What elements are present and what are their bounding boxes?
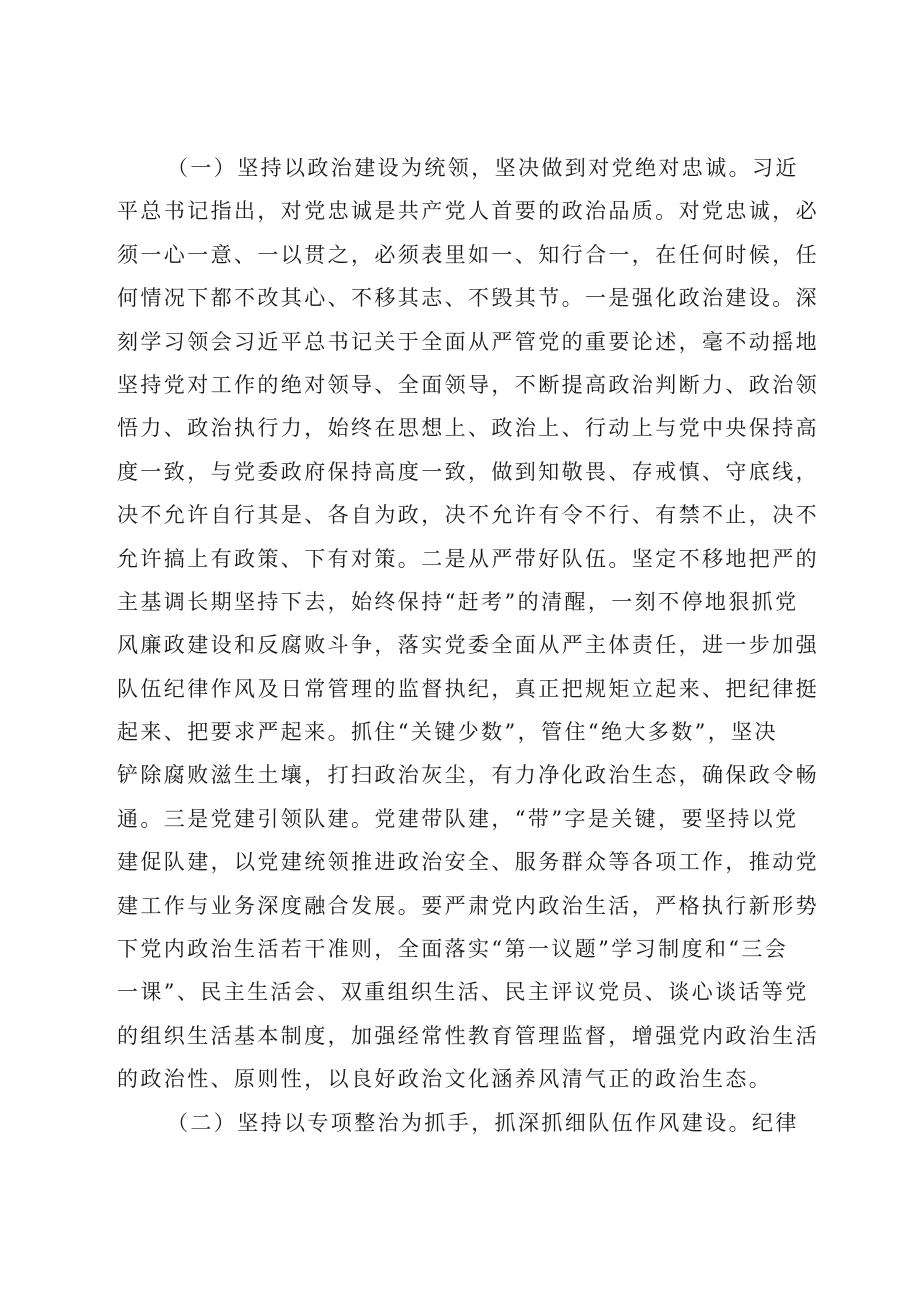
paragraph-1-line: 度一致，与党委政府保持高度一致，做到知敬畏、存戒慎、守底线， <box>117 459 819 484</box>
paragraph-1-line: 允许搞上有政策、下有对策。二是从严带好队伍。坚定不移地把严的 <box>117 546 819 571</box>
paragraph-1-line: 决不允许自行其是、各自为政，决不允许有令不行、有禁不止，决不 <box>117 503 819 528</box>
paragraph-1-line: 坚持党对工作的绝对领导、全面领导，不断提高政治判断力、政治领 <box>117 372 819 397</box>
paragraph-1-line: 起来、把要求严起来。抓住“关键少数”，管住“绝大多数”，坚决 <box>117 720 778 745</box>
paragraph-1-line: 风廉政建设和反腐败斗争，落实党委全面从严主体责任，进一步加强 <box>117 633 819 658</box>
paragraph-1-line: 通。三是党建引领队建。党建带队建，“带”字是关键，要坚持以党 <box>117 806 799 831</box>
paragraph-2-line: （二）坚持以专项整治为抓手，抓深抓细队伍作风建设。纪律 <box>167 1110 799 1135</box>
paragraph-1-line: 平总书记指出，对党忠诚是共产党人首要的政治品质。对党忠诚，必 <box>117 199 819 224</box>
paragraph-1-line: 须一心一意、一以贯之，必须表里如一、知行合一，在任何时候，任 <box>117 242 819 267</box>
paragraph-1-line: （一）坚持以政治建设为统领，坚决做到对党绝对忠诚。习近 <box>167 156 799 180</box>
paragraph-1-line: 刻学习领会习近平总书记关于全面从严管党的重要论述，毫不动摇地 <box>117 329 819 354</box>
paragraph-1-line: 建工作与业务深度融合发展。要严肃党内政治生活，严格执行新形势 <box>117 893 819 918</box>
paragraph-1-line: 队伍纪律作风及日常管理的监督执纪，真正把规矩立起来、把纪律挺 <box>117 676 819 701</box>
document-body <box>117 147 819 1145</box>
paragraph-1-line: 建促队建，以党建统领推进政治安全、服务群众等各项工作，推动党 <box>117 850 819 875</box>
paragraph-1-line: 的组织生活基本制度，加强经常性教育管理监督，增强党内政治生活 <box>117 1023 819 1048</box>
paragraph-1-line: 何情况下都不改其心、不移其志、不毁其节。一是强化政治建设。深 <box>117 286 819 311</box>
paragraph-1-line: 的政治性、原则性，以良好政治文化涵养风清气正的政治生态。 <box>117 1067 773 1092</box>
paragraph-1-line: 主基调长期坚持下去，始终保持“赶考”的清醒，一刻不停地狠抓党 <box>117 589 799 614</box>
paragraph-1-line: 一课”、民主生活会、双重组织生活、民主评议党员、谈心谈话等党 <box>117 980 809 1005</box>
paragraph-1-line: 悟力、政治执行力，始终在思想上、政治上、行动上与党中央保持高 <box>117 416 819 441</box>
paragraph-1-line: 下党内政治生活若干准则，全面落实“第一议题”学习制度和“三会 <box>117 937 789 962</box>
paragraph-1-line: 铲除腐败滋生土壤，打扫政治灰尘，有力净化政治生态，确保政令畅 <box>117 763 819 788</box>
